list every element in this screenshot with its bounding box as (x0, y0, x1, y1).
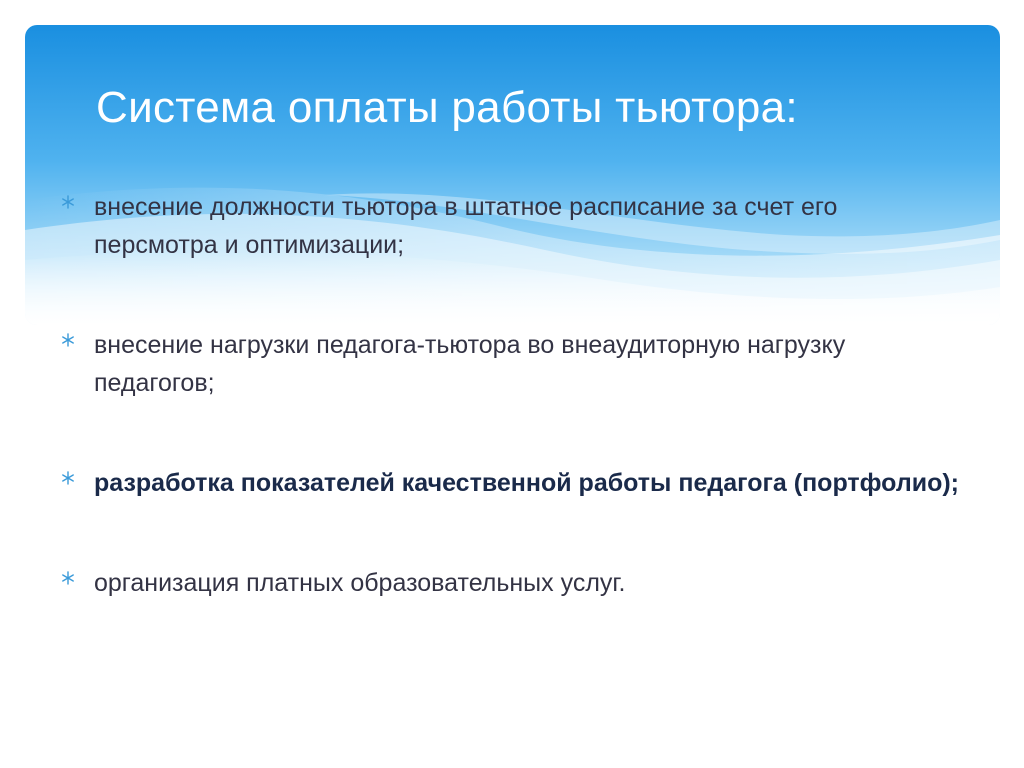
asterisk-icon (60, 570, 76, 586)
list-item (60, 326, 960, 402)
bullet-text: разработка показателей качественной работы педагога (портфолио); (94, 469, 959, 497)
asterisk-icon (60, 470, 76, 486)
asterisk-icon (60, 332, 76, 348)
bullet-list (60, 188, 960, 602)
list-item (60, 464, 960, 502)
slide-title: Система оплаты работы тьютора: (96, 83, 798, 132)
bullet-text: организация платных образовательных услуг. (94, 569, 626, 597)
asterisk-icon (60, 194, 76, 210)
list-item (60, 188, 960, 264)
bullet-text: внесение нагрузки педагога-тьютора во внеаудиторную нагрузку педагогов; (94, 331, 846, 397)
list-item (60, 564, 960, 602)
bullet-text: внесение должности тьютора в штатное расписание за счет его персмотра и оптимизации; (94, 193, 838, 259)
